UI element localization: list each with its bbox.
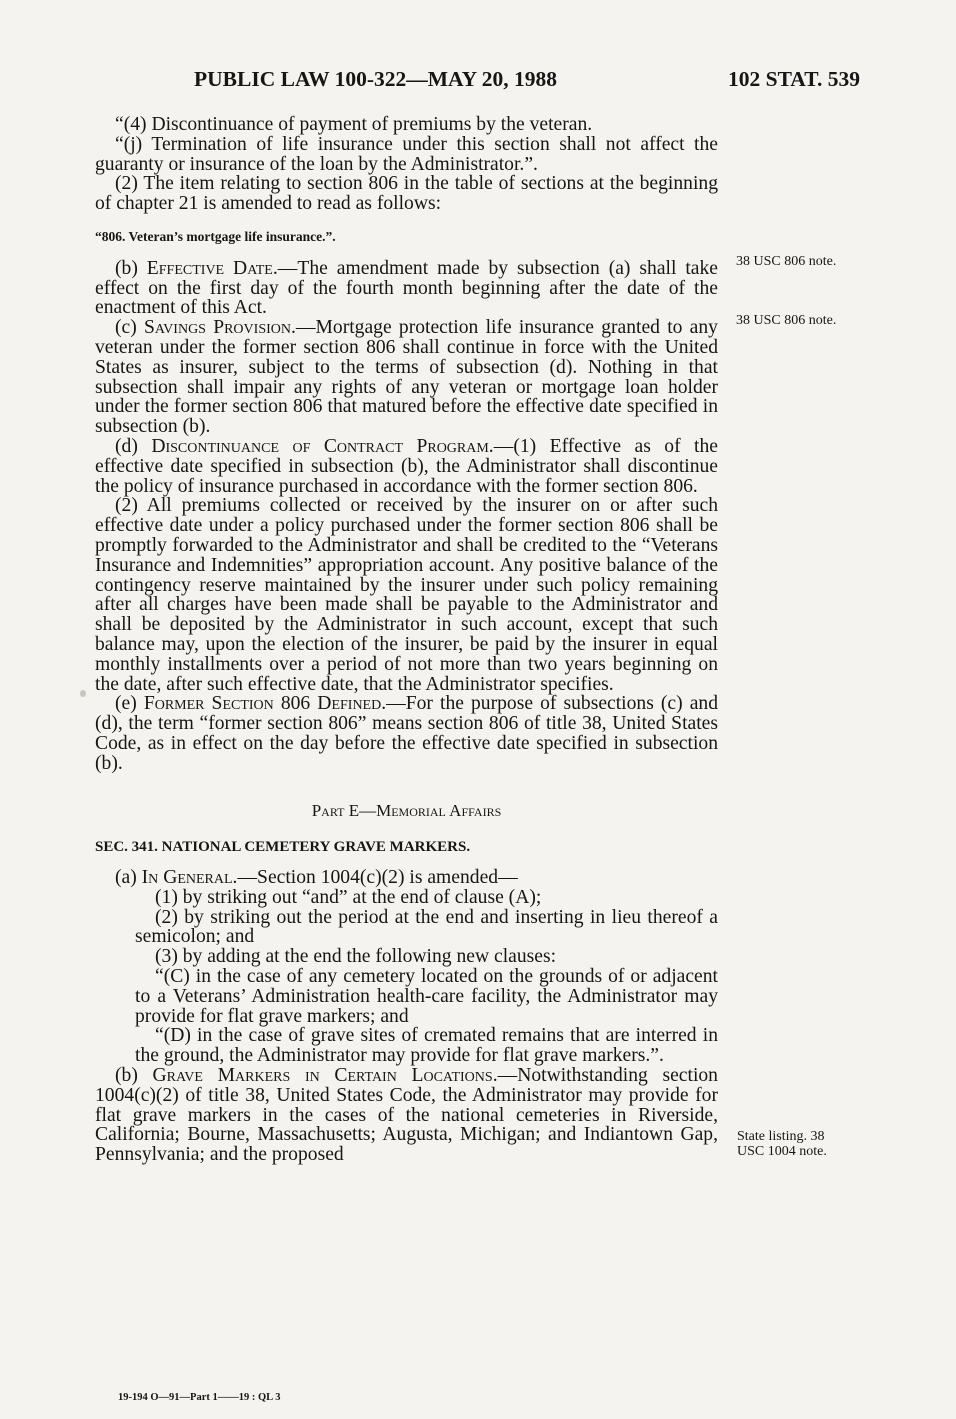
clause-1: (1) by striking out “and” at the end of clause (A); (155, 886, 542, 908)
subsection-text: —Mortgage protection life insurance granted to any veteran under the former section 806 shall continue in force with the United States as insurer, subject to the terms of subsection (d). Nothing in that subsection shall impair any rights of any veteran or mortgage loan holder under the former section 806 that matured before the effective date specified in subsection (b). (95, 317, 718, 438)
subsection-label: (d) (115, 435, 152, 457)
subsection-a (95, 868, 718, 888)
subsection-text: —For the purpose of subsections (c) and (d), the term “former section 806” means section 806 of title 38, United States Code, as in effect on the day before the effective date specified in subsection (b). (95, 693, 718, 774)
margin-note: 38 USC 806 note. (736, 313, 837, 328)
subsection-heading: In General. (141, 867, 238, 889)
paragraph-2: (2) The item relating to section 806 in the table of sections at the beginning of chapter 21 is amended to read as follows: (95, 173, 718, 215)
subsection-heading: Discontinuance of Contract Program. (151, 435, 494, 457)
quoted-table-entry: “806. Veteran’s mortgage life insurance.”. (95, 228, 336, 244)
clause-3: (3) by adding at the end the following new clauses: (155, 946, 557, 968)
subsection-b (95, 259, 718, 318)
subsection-c (95, 318, 718, 437)
subsection-grave-markers (95, 1066, 718, 1165)
subsection-heading: Effective Date. (146, 257, 278, 279)
subsection-label: (e) (115, 693, 144, 715)
subsection-label: (b) (115, 257, 147, 279)
subsection-label: (c) (115, 317, 144, 339)
subsection-d (95, 437, 718, 496)
scan-speck (80, 690, 86, 697)
clause-2: (2) by striking out the period at the end and inserting in lieu thereof a semicolon; and (135, 906, 718, 948)
margin-note: 38 USC 806 note. (736, 254, 837, 269)
paragraph-j4: “(4) Discontinuance of payment of premiums by the veteran. (115, 114, 593, 135)
subsection-e (95, 694, 718, 773)
subsection-text: —Notwithstanding section 1004(c)(2) of title 38, United States Code, the Administrator may provide for flat grave markers in the cases of the national cemeteries in Riverside, California; Bourne, Massachusetts; Augusta, Michigan; and Indiantown Gap, Pennsylvania; and the proposed (95, 1065, 718, 1166)
subsection-heading: Savings Provision. (143, 317, 296, 339)
margin-note: State listing. 38 USC 1004 note. (737, 1129, 827, 1159)
subsection-label: (b) (115, 1065, 153, 1087)
running-header-title: PUBLIC LAW 100-322—MAY 20, 1988 (194, 67, 557, 91)
paragraph-d2: (2) All premiums collected or received by the insurer on or after such effective date under a policy purchased under the former section 806 shall be promptly forwarded to the Administrator and shall be credited to the “Veterans Insurance and Indemnities” appropriation account. Any positive balance of the contingency reserve maintained by the insurer under such policy remaining after all charges have been made shall be payable to the Administrator and shall be deposited by the Administrator in such account, except that such balance may, upon the election of the insurer, be paid by the insurer in equal monthly installments over a period of not more than two years beginning on the date, after such effective date, that the Administrator specifies. (95, 495, 718, 695)
paragraph-j: “(j) Termination of life insurance under this section shall not affect the guaranty or insurance of the loan by the Administrator.”. (95, 133, 718, 175)
subsection-heading: Grave Markers in Certain Locations. (152, 1065, 498, 1087)
subsection-label: (a) (115, 867, 142, 889)
page-citation: 102 STAT. 539 (727, 67, 860, 91)
print-footer: 19-194 O—91—Part 1——19 : QL 3 (118, 1392, 281, 1403)
body-text (95, 115, 718, 1165)
clause-D: “(D) in the case of grave sites of cremated remains that are interred in the ground, the Administrator may provide for flat grave markers.”. (135, 1025, 718, 1067)
subsection-text: —Section 1004(c)(2) is amended— (237, 867, 518, 889)
subsection-text: —(1) Effective as of the effective date specified in subsection (b), the Administrator shall discontinue the policy of insurance purchased in accordance with the former section 806. (95, 435, 718, 497)
subsection-text: —The amendment made by subsection (a) shall take effect on the first day of the fourth month beginning after the date of the enactment of this Act. (95, 257, 718, 319)
section-heading: SEC. 341. NATIONAL CEMETERY GRAVE MARKERS. (95, 839, 471, 856)
part-title: Part E—Memorial Affairs (311, 800, 502, 820)
clause-C: “(C) in the case of any cemetery located on the grounds of or adjacent to a Veterans’ Administration health-care facility, the Administrator may provide for flat grave markers; and (135, 966, 718, 1027)
subsection-heading: Former Section 806 Defined. (143, 693, 387, 715)
